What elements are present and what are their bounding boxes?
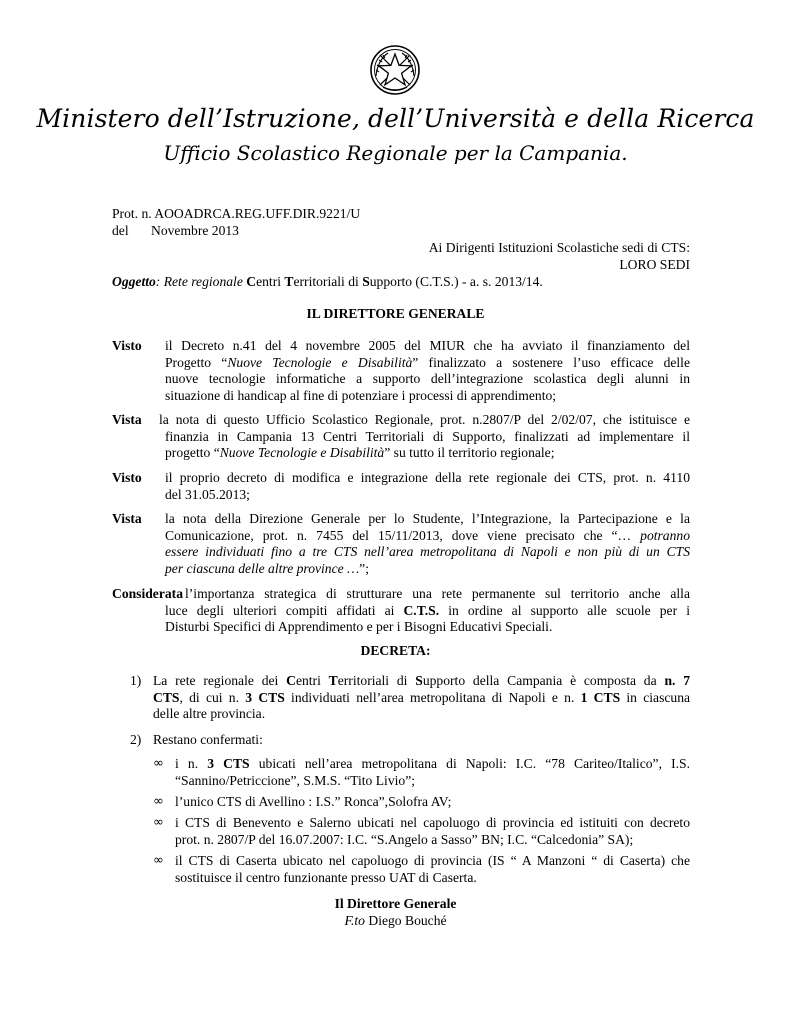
bullet-item-caserta: ∞ il CTS di Caserta ubicato nel capoluogo di provincia (IS “ A Manzoni “ di Caserta) che sostituisce il centro funzionante presso UAT di Caserta. — [153, 853, 690, 885]
clause-visto-decreto: Visto il Decreto n.41 del 4 novembre 2005 del MIUR che ha avviato il finanziamento del Progetto “Nuove Tecnologie e Disabilità” finalizzato a sostenere l’uso efficace delle nuove tecnologie informatiche a supporto dell’integrazione scolastica degli alunni in situazione di handicap al fine di potenziare i processi di apprendimento; — [112, 338, 690, 403]
bullet-item-napoli: ∞ i n. 3 CTS ubicati nell’area metropolitana di Napoli: I.C. “78 Cariteo/Italico”, I.S. “Sannino/Petriccione”, S.M.S. “Tito Livio”; — [153, 756, 690, 788]
infinity-bullet-icon: ∞ — [153, 794, 164, 809]
item-number: 2) — [130, 732, 142, 747]
clause-keyword: Visto — [112, 470, 142, 485]
bullet-item-avellino: ∞ l’unico CTS di Avellino : I.S.” Ronca”,Solofra AV; — [153, 794, 452, 809]
protocol-number: Prot. n. AOOADRCA.REG.UFF.DIR.9221/U — [112, 206, 361, 221]
addressee-line: Ai Dirigenti Istituzioni Scolastiche sedi di CTS: — [428, 240, 690, 255]
regional-office-name: Ufficio Scolastico Regionale per la Campania. — [163, 141, 628, 165]
subject-label: Oggetto — [112, 274, 156, 289]
document-heading: IL DIRETTORE GENERALE — [306, 306, 485, 321]
signature-name: F.to Diego Bouché — [344, 913, 447, 928]
numbered-item-2: 2) Restano confermati: — [130, 732, 263, 747]
clause-visto-decreto-modifica: Visto il proprio decreto di modifica e integrazione della rete regionale dei CTS, prot. n. 4110 del 31.05.2013; — [112, 470, 690, 502]
document-date — [112, 223, 239, 240]
date-label: del — [112, 223, 129, 238]
clause-keyword: Vista — [112, 511, 142, 526]
clause-keyword: Vista — [112, 412, 142, 427]
item-number: 1) — [130, 673, 142, 688]
decreta-heading: DECRETA: — [360, 643, 431, 658]
clause-considerata: Considerata l’importanza strategica di strutturare una rete permanente sul territorio anche alla luce degli ulteriori compiti affidati ai C.T.S. in ordine al supporto alle scuole per i Disturbi Specifici di Apprendimento e per i Bisogni Educativi Speciali. — [112, 586, 690, 635]
date-value: Novembre 2013 — [151, 223, 239, 238]
ministry-name: Ministero dell’Istruzione, dell’Università e della Ricerca — [36, 104, 755, 133]
bullet-item-benevento-salerno: ∞ i CTS di Benevento e Salerno ubicati nel capoluogo di provincia ed istituiti con decreto prot. n. 2807/P del 16.07.2007: I.C. “S.Angelo a Sasso” BN; I.C. “Calcedonia” SA); — [153, 815, 690, 847]
infinity-bullet-icon: ∞ — [153, 756, 164, 771]
clause-vista-nota-ufficio: Vista la nota di questo Ufficio Scolastico Regionale, prot. n.2807/P del 2/02/07, che istituisce e finanzia in Campania 13 Centri Territoriali di Supporto, finalizzati ad implementare il progetto “Nuove Tecnologie e Disabilità” su tutto il territorio regionale; — [112, 412, 690, 461]
infinity-bullet-icon: ∞ — [153, 815, 164, 830]
addressee-location: LORO SEDI — [619, 257, 690, 272]
signature-title: Il Direttore Generale — [334, 896, 457, 911]
italian-republic-emblem-icon — [368, 43, 422, 97]
infinity-bullet-icon: ∞ — [153, 853, 164, 868]
clause-keyword: Visto — [112, 338, 142, 353]
numbered-item-1: 1) La rete regionale dei Centri Territoriali di Supporto della Campania è composta da n. 7 CTS, di cui n. 3 CTS individuati nell’area metropolitana di Napoli e n. 1 CTS in ciascuna delle altre provincia. — [130, 673, 691, 722]
subject-line: Oggetto: Rete regionale Centri Territoriali di Supporto (C.T.S.) - a. s. 2013/14. — [112, 274, 543, 289]
clause-vista-nota-direzione: Vista la nota della Direzione Generale per lo Studente, l’Integrazione, la Partecipazione e la Comunicazione, prot. n. 7455 del 15/11/2013, dove viene precisato che “… potranno essere individuati fino a tre CTS nell’area metropolitana di Napoli e non più di un CTS per ciascuna delle altre province …”; — [112, 511, 690, 576]
clause-keyword: Considerata — [112, 586, 183, 601]
